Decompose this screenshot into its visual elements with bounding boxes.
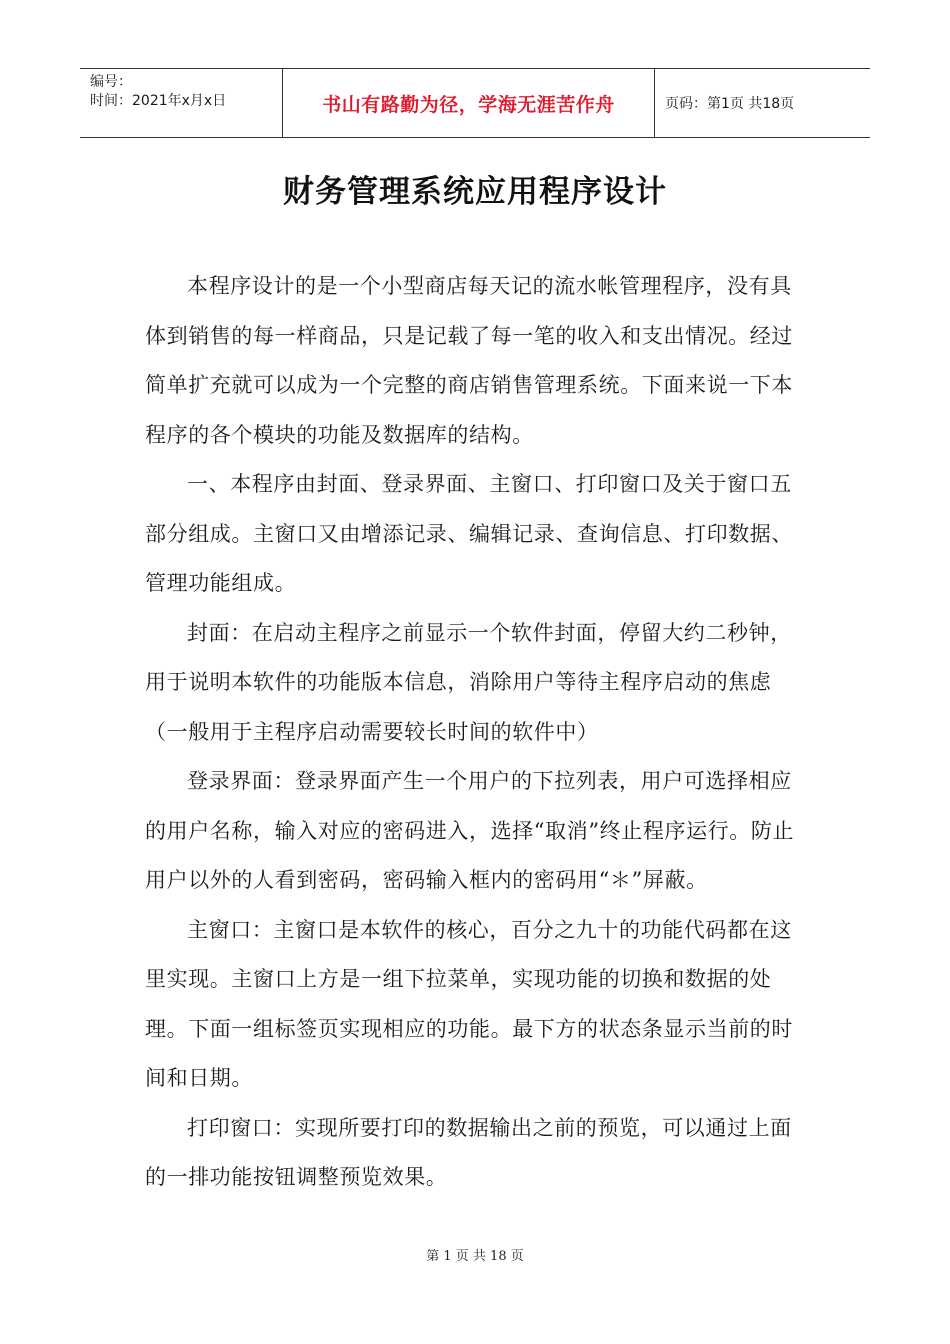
doc-number-label: 编号： [90, 74, 132, 90]
paragraph: 一、本程序由封面、登录界面、主窗口、打印窗口及关于窗口五部分组成。主窗口又由增添记录、编辑记录、查询信息、打印数据、管理功能组成。 [145, 472, 793, 595]
header-page-info: 页码：第1页 共18页 [665, 96, 795, 112]
document-body [145, 262, 810, 1203]
paragraph: 登录界面：登录界面产生一个用户的下拉列表，用户可选择相应的用户名称，输入对应的密码进入，选择“取消”终止程序运行。防止用户以外的人看到密码，密码输入框内的密码用“＊”屏蔽。 [145, 769, 795, 892]
paragraph: 打印窗口：实现所要打印的数据输出之前的预览，可以通过上面的一排功能按钮调整预览效果。 [145, 1115, 792, 1189]
paragraph: 封面：在启动主程序之前显示一个软件封面，停留大约二秒钟，用于说明本软件的功能版本信息，消除用户等待主程序启动的焦虑（一般用于主程序启动需要较长时间的软件中） [145, 620, 792, 744]
page-header [80, 68, 870, 138]
doc-time-label: 时间：2021年x月x日 [90, 93, 227, 109]
header-motto: 书山有路勤为径，学海无涯苦作舟 [282, 69, 655, 137]
page-footer: 第 1 页 共 18 页 [426, 1249, 524, 1264]
header-meta [80, 69, 282, 137]
paragraph: 本程序设计的是一个小型商店每天记的流水帐管理程序，没有具体到销售的每一样商品，只是记载了每一笔的收入和支出情况。经过简单扩充就可以成为一个完整的商店销售管理系统。下面来说一下本程序的各个模块的功能及数据库的结构。 [145, 274, 793, 447]
paragraph: 主窗口：主窗口是本软件的核心，百分之九十的功能代码都在这里实现。主窗口上方是一组下拉菜单，实现功能的切换和数据的处理。下面一组标签页实现相应的功能。最下方的状态条显示当前的时间和日期。 [145, 917, 793, 1090]
document-title: 财务管理系统应用程序设计 [283, 174, 667, 210]
